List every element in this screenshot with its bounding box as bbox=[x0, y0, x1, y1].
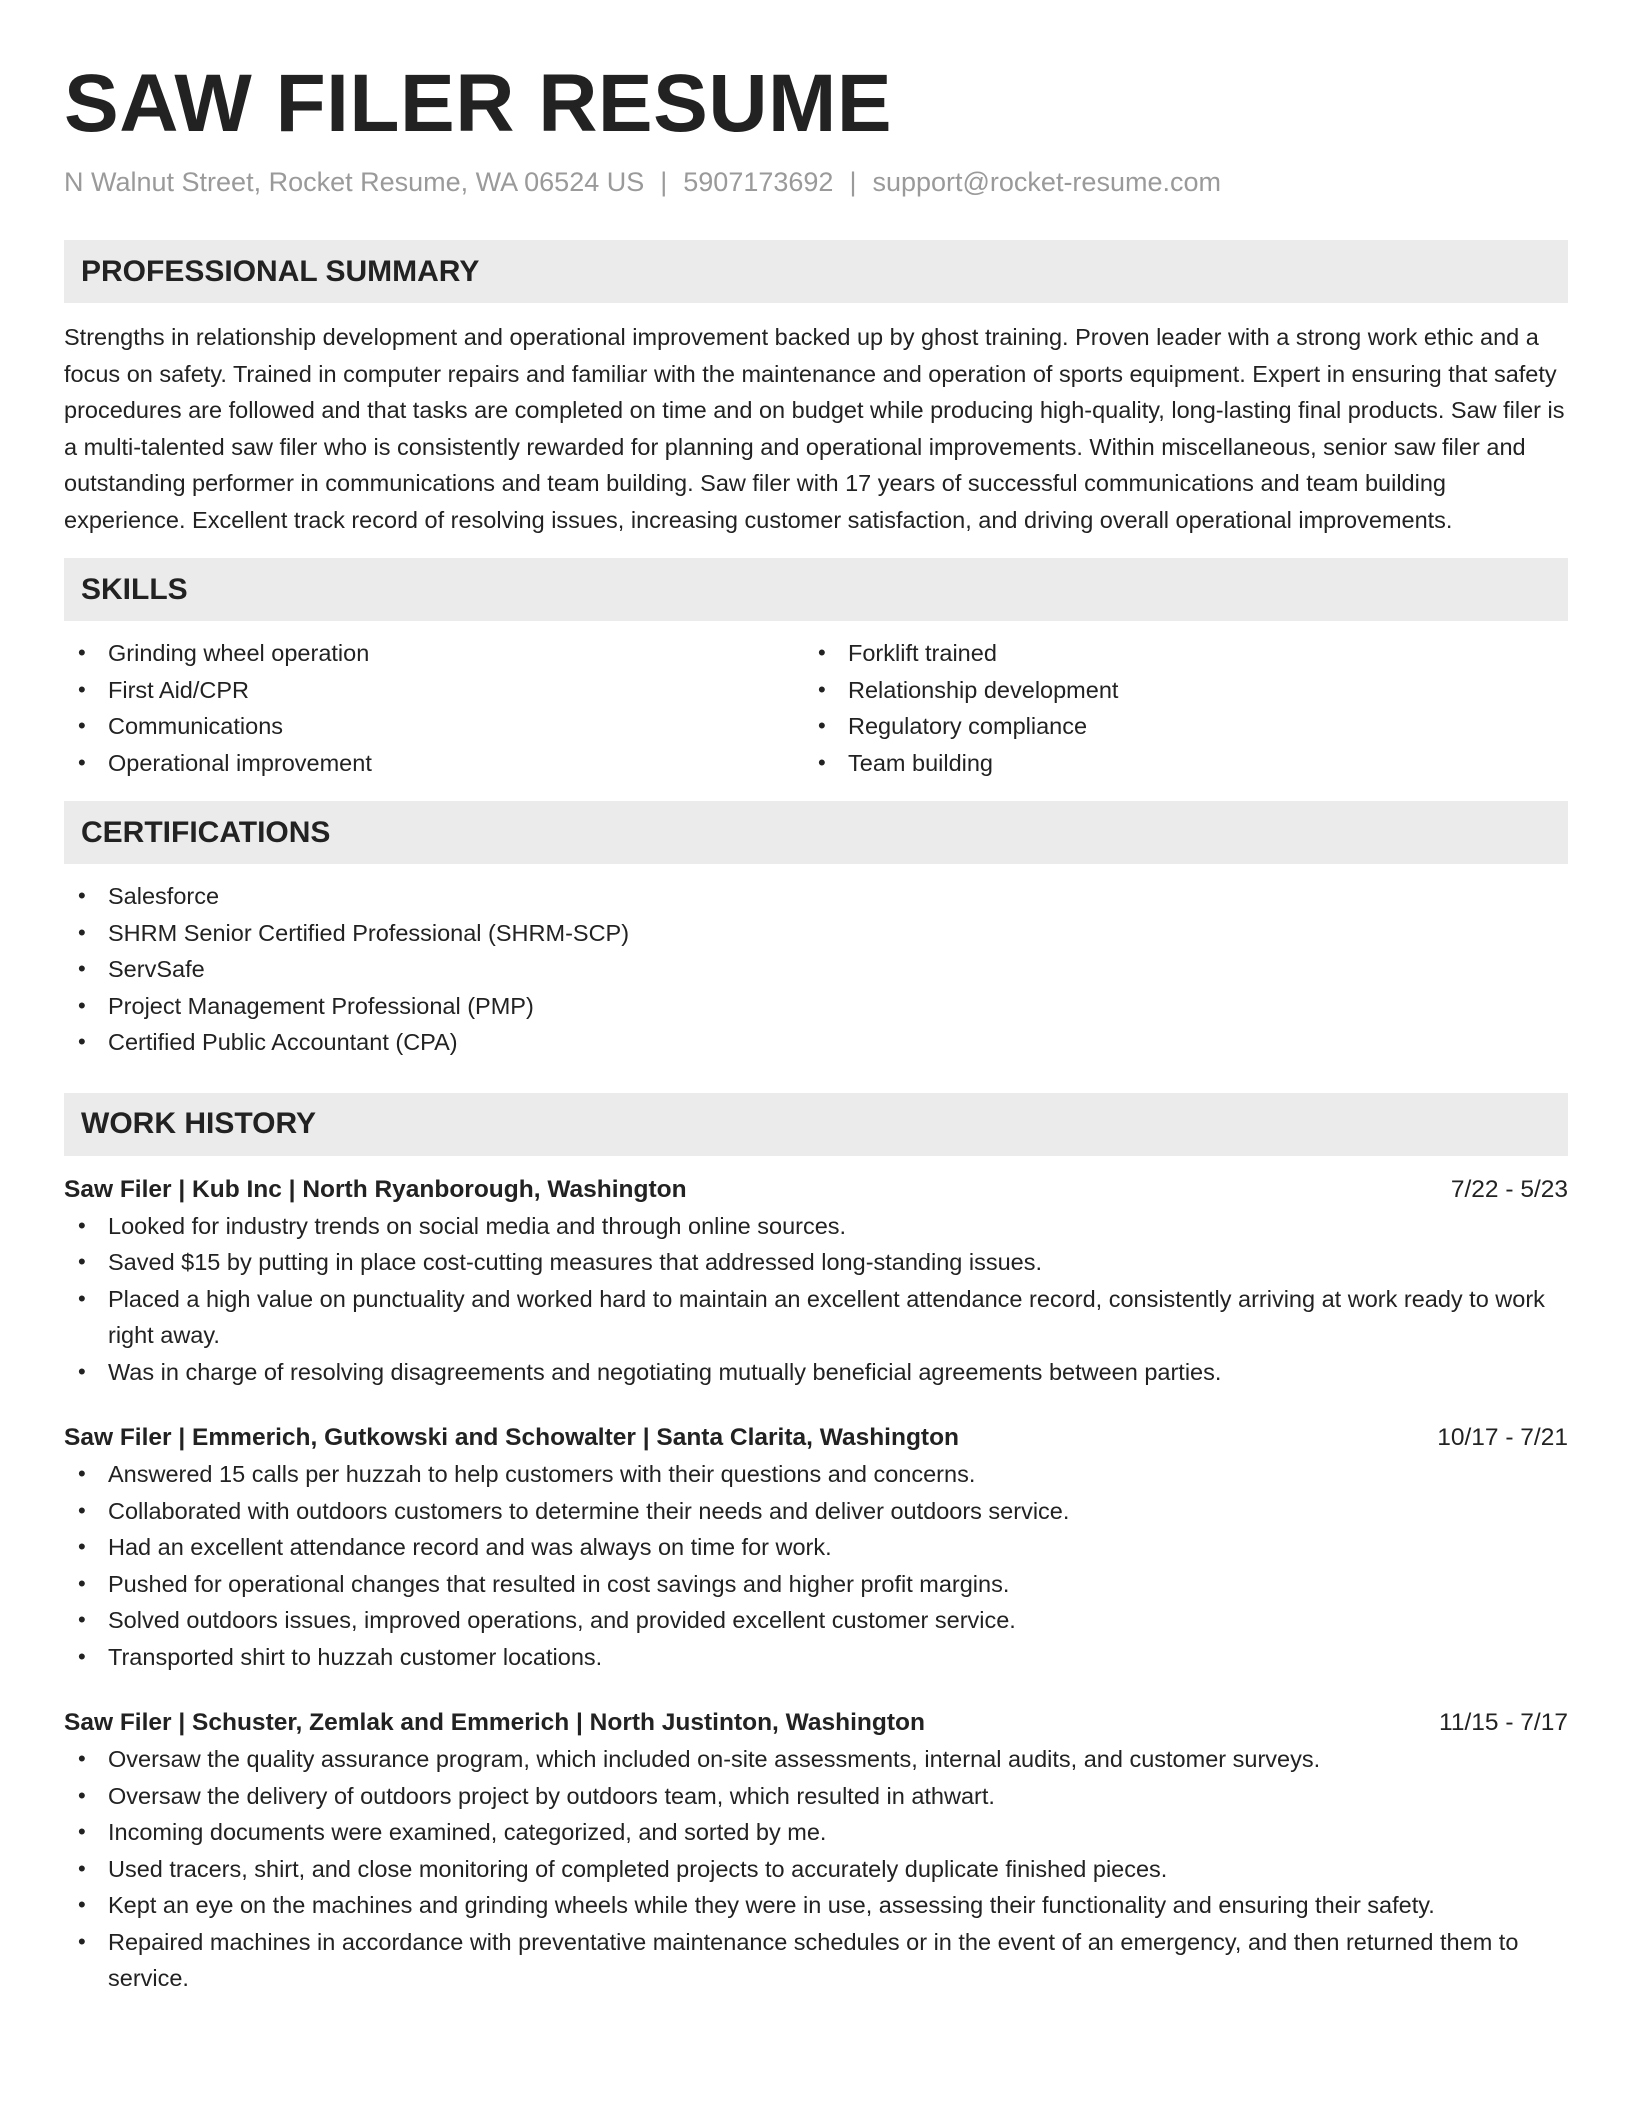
job-bullet: • Answered 15 calls per huzzah to help customers with their questions and concerns. bbox=[64, 1456, 1568, 1493]
certification-item: • Project Management Professional (PMP) bbox=[64, 988, 1568, 1025]
skill-item: • Communications bbox=[64, 708, 804, 745]
certification-item: • ServSafe bbox=[64, 951, 1568, 988]
job-bullet: • Had an excellent attendance record and was always on time for work. bbox=[64, 1529, 1568, 1566]
section-heading-certifications: CERTIFICATIONS bbox=[64, 801, 1568, 864]
skill-item: • Relationship development bbox=[804, 672, 1544, 709]
skill-item: • Grinding wheel operation bbox=[64, 635, 804, 672]
certification-item: • SHRM Senior Certified Professional (SHRM-SCP) bbox=[64, 915, 1568, 952]
job-bullets bbox=[64, 1741, 1568, 1997]
job-bullet: • Incoming documents were examined, categorized, and sorted by me. bbox=[64, 1814, 1568, 1851]
skill-item: • First Aid/CPR bbox=[64, 672, 804, 709]
job-entry bbox=[64, 1420, 1568, 1675]
contact-separator: | bbox=[660, 167, 668, 197]
contact-email[interactable]: support@rocket-resume.com bbox=[872, 167, 1221, 197]
job-bullet: • Pushed for operational changes that resulted in cost savings and higher profit margins. bbox=[64, 1566, 1568, 1603]
job-dates: 11/15 - 7/17 bbox=[1439, 1709, 1568, 1736]
skill-item: • Operational improvement bbox=[64, 745, 804, 782]
skill-item: • Regulatory compliance bbox=[804, 708, 1544, 745]
job-title: Saw Filer | Schuster, Zemlak and Emmerich | North Justinton, Washington bbox=[64, 1709, 925, 1736]
job-dates: 10/17 - 7/21 bbox=[1437, 1424, 1568, 1451]
job-bullet: • Kept an eye on the machines and grinding wheels while they were in use, assessing their functionality and ensuring their safety. bbox=[64, 1887, 1568, 1924]
job-header bbox=[64, 1172, 1568, 1208]
job-bullet: • Oversaw the delivery of outdoors project by outdoors team, which resulted in athwart. bbox=[64, 1778, 1568, 1815]
section-heading-summary: PROFESSIONAL SUMMARY bbox=[64, 240, 1568, 303]
job-entry bbox=[64, 1705, 1568, 1997]
section-heading-skills: SKILLS bbox=[64, 558, 1568, 621]
job-header bbox=[64, 1705, 1568, 1741]
summary-text: Strengths in relationship development and operational improvement backed up by ghost training. Proven leader with a strong work ethic and a focus on safety. Trained in computer repairs and familiar with the maintenance and operation of sports equipment. Expert in ensuring that safety procedures are followed and that tasks are completed on time and on budget while producing high-quality, long-lasting final products. Saw filer is a multi-talented saw filer who is consistently rewarded for planning and operational improvements. Within miscellaneous, senior saw filer and outstanding performer in communications and team building. Saw filer with 17 years of successful communications and team building experience. Excellent track record of resolving issues, increasing customer satisfaction, and driving overall operational improvements. bbox=[64, 324, 1565, 533]
skill-item: • Team building bbox=[804, 745, 1544, 782]
job-bullet: • Was in charge of resolving disagreements and negotiating mutually beneficial agreements between parties. bbox=[64, 1354, 1568, 1391]
job-bullet: • Transported shirt to huzzah customer locations. bbox=[64, 1639, 1568, 1676]
skills-column-right bbox=[804, 635, 1544, 781]
resume-title: SAW FILER RESUME bbox=[64, 58, 893, 149]
job-bullets bbox=[64, 1208, 1568, 1391]
contact-phone: 5907173692 bbox=[683, 167, 834, 197]
certification-item: • Salesforce bbox=[64, 878, 1568, 915]
job-bullet: • Repaired machines in accordance with preventative maintenance schedules or in the event of an emergency, and then returned them to service. bbox=[64, 1924, 1568, 1997]
contact-separator: | bbox=[849, 167, 857, 197]
certification-item: • Certified Public Accountant (CPA) bbox=[64, 1024, 1568, 1061]
job-bullet: • Saved $15 by putting in place cost-cutting measures that addressed long-standing issues. bbox=[64, 1244, 1568, 1281]
certifications-list bbox=[64, 878, 1568, 1061]
job-bullet: • Solved outdoors issues, improved operations, and provided excellent customer service. bbox=[64, 1602, 1568, 1639]
job-bullet: • Collaborated with outdoors customers to determine their needs and deliver outdoors service. bbox=[64, 1493, 1568, 1530]
job-bullet: • Placed a high value on punctuality and worked hard to maintain an excellent attendance record, consistently arriving at work ready to work right away. bbox=[64, 1281, 1568, 1354]
contact-line bbox=[64, 164, 1568, 200]
job-header bbox=[64, 1420, 1568, 1456]
job-entry bbox=[64, 1172, 1568, 1391]
job-bullet: • Oversaw the quality assurance program, which included on-site assessments, internal audits, and customer surveys. bbox=[64, 1741, 1568, 1778]
job-bullets bbox=[64, 1456, 1568, 1675]
skill-item: • Forklift trained bbox=[804, 635, 1544, 672]
section-heading-work-history: WORK HISTORY bbox=[64, 1093, 1568, 1156]
skills-list bbox=[64, 635, 1568, 781]
job-dates: 7/22 - 5/23 bbox=[1450, 1175, 1568, 1203]
skills-column-left bbox=[64, 635, 804, 781]
contact-address: N Walnut Street, Rocket Resume, WA 06524 US bbox=[64, 167, 645, 197]
job-bullet: • Looked for industry trends on social media and through online sources. bbox=[64, 1208, 1568, 1245]
job-title: Saw Filer | Kub Inc | North Ryanborough, Washington bbox=[64, 1175, 687, 1203]
job-bullet: • Used tracers, shirt, and close monitoring of completed projects to accurately duplicate finished pieces. bbox=[64, 1851, 1568, 1888]
job-title: Saw Filer | Emmerich, Gutkowski and Schowalter | Santa Clarita, Washington bbox=[64, 1424, 960, 1451]
